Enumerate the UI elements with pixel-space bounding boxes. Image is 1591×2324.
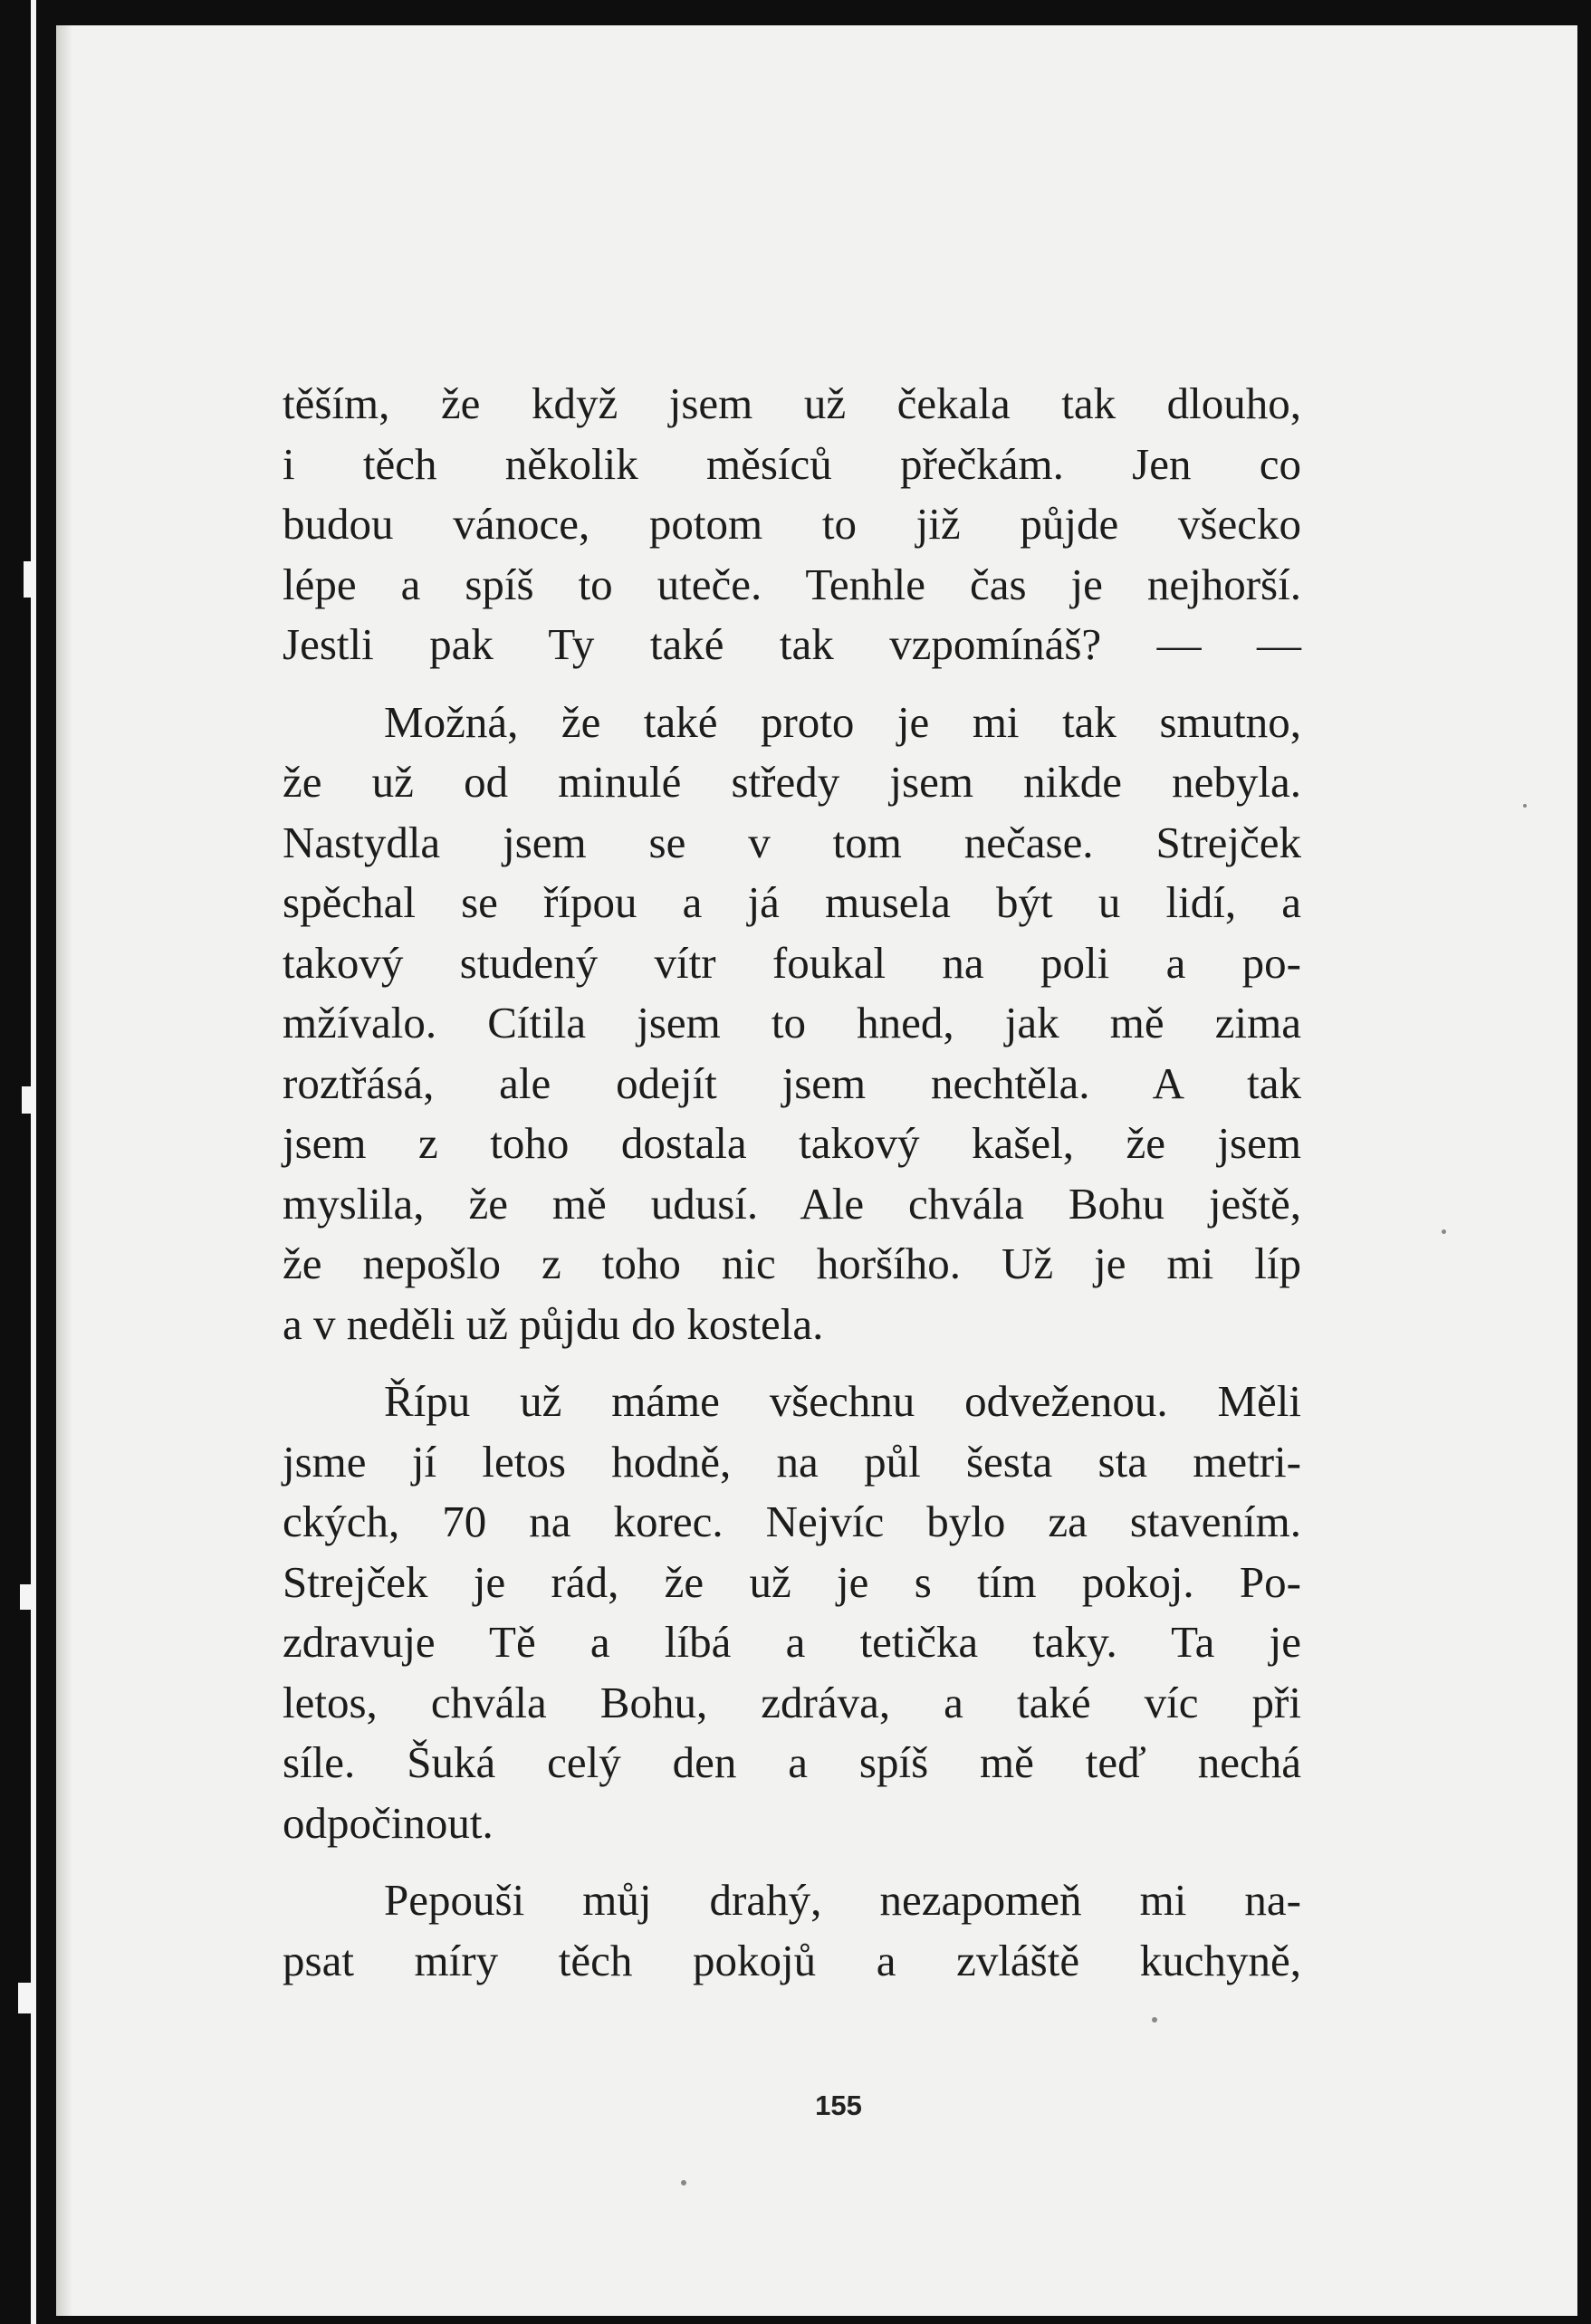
text-line: a v neděli už půjdu do kostela. <box>283 1298 824 1349</box>
binding-mark <box>18 1983 33 2013</box>
text-line: letos, chvála Bohu, zdráva, a také víc při <box>283 1677 1301 1727</box>
text-line: Strejček je rád, že už je s tím pokoj. Po- <box>283 1556 1301 1607</box>
text-line: těším, že když jsem už čekala tak dlouho, <box>283 378 1301 428</box>
text-line: mžívalo. Cítila jsem to hned, jak mě zima <box>283 998 1301 1047</box>
paragraph-1 <box>283 374 1301 675</box>
text-line: zdravuje Tě a líbá a tetička taky. Ta je <box>283 1617 1301 1667</box>
text-line: jsme jí letos hodně, na půl šesta sta metri- <box>283 1436 1301 1487</box>
text-line: psat míry těch pokojů a zvláště kuchyně, <box>283 1935 1301 1985</box>
text-line: Možná, že také proto je mi tak smutno, <box>384 696 1301 747</box>
text-line: že nepošlo z toho nic horšího. Už je mi líp <box>283 1239 1301 1288</box>
paper-speck <box>1523 804 1527 808</box>
text-line: Jestli pak Ty také tak vzpomínáš? — — <box>283 619 1301 669</box>
text-line: Nastydla jsem se v tom nečase. Strejček <box>283 817 1301 867</box>
text-line: Pepouši můj drahý, nezapomeň mi na- <box>384 1875 1301 1925</box>
text-line: spěchal se řípou a já musela být u lidí, a <box>283 877 1301 927</box>
paper-speck <box>1152 2017 1157 2023</box>
text-line: i těch několik měsíců přečkám. Jen co <box>283 438 1301 489</box>
text-line: Řípu už máme všechnu odveženou. Měli <box>384 1376 1301 1426</box>
text-line: jsem z toho dostala takový kašel, že jsem <box>283 1118 1301 1168</box>
binding-mark <box>22 1086 33 1114</box>
text-line: odpočinout. <box>283 1797 494 1848</box>
binding-edge <box>31 0 36 2324</box>
text-line: ckých, 70 na korec. Nejvíc bylo za stavením. <box>283 1497 1301 1546</box>
text-line: budou vánoce, potom to již půjde všecko <box>283 499 1301 549</box>
binding-mark <box>24 561 31 598</box>
page-edge-shadow <box>56 25 72 2316</box>
binding-mark <box>20 1584 33 1610</box>
paper-speck <box>1442 1229 1446 1234</box>
paper-speck <box>681 2180 686 2185</box>
paragraph-3 <box>283 1372 1301 1853</box>
paragraph-4 <box>283 1870 1301 1991</box>
text-line: lépe a spíš to uteče. Tenhle čas je nejhorší. <box>283 559 1301 609</box>
body-text <box>283 374 1301 1991</box>
paragraph-2 <box>283 693 1301 1355</box>
text-line: myslila, že mě udusí. Ale chvála Bohu ještě, <box>283 1178 1301 1229</box>
text-line: roztřásá, ale odejít jsem nechtěla. A tak <box>283 1057 1301 1108</box>
page-number: 155 <box>815 2090 862 2121</box>
text-line: že už od minulé středy jsem nikde nebyla. <box>283 757 1301 807</box>
text-line: takový studený vítr foukal na poli a po- <box>283 937 1301 988</box>
text-line: síle. Šuká celý den a spíš mě teď nechá <box>283 1737 1301 1787</box>
book-page <box>56 25 1577 2316</box>
